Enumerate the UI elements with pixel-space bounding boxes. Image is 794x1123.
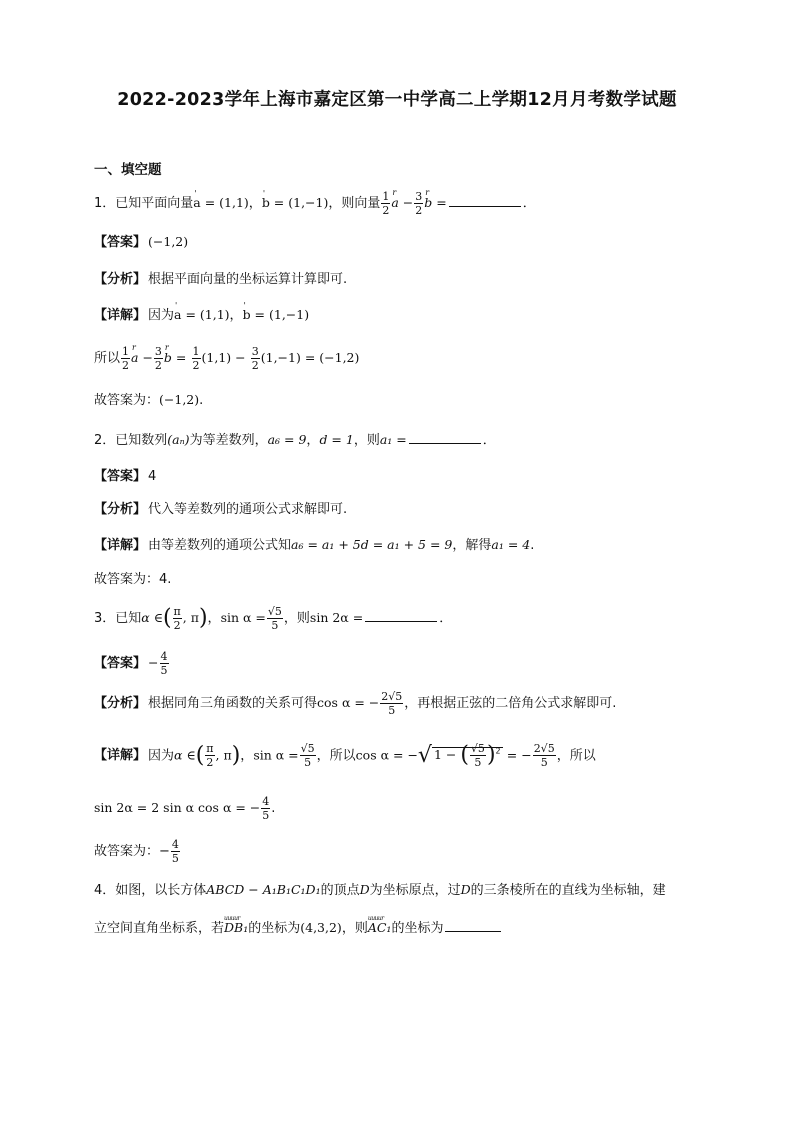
- q1-final: 故答案为：(−1,2).: [94, 392, 204, 408]
- q3-final: 故答案为：− $\frac{4}{5}$: [94, 838, 179, 865]
- question-4-line1: 4．如图，以长方体ABCD − A₁B₁C₁D₁的顶点D为坐标原点，过D的三条棱所在的直线为坐标轴，建: [94, 882, 666, 898]
- analysis-label: 【分析】: [94, 272, 147, 287]
- vector-db1: uuuur DB₁: [224, 918, 248, 938]
- q1-prefix: 1．已知平面向量: [94, 196, 194, 211]
- q1-analysis: 【分析】 根据平面向量的坐标运算计算即可.: [94, 272, 348, 287]
- fraction-three-half: $\frac{3}{2}$: [415, 190, 423, 217]
- q2-answer: 【答案】 4: [94, 469, 157, 484]
- page-title: 2022-2023学年上海市嘉定区第一中学高二上学期12月月考数学试题: [117, 90, 677, 110]
- q3-detail: 【详解】 因为α ∈( $\frac{\pi}{2}$ , π)，sin α = $\frac{√5}{5}$ ，所以cos α = −√ 1 − ( $\frac{√5}{5}$ )$^2$ = − $\frac{2√5}{5}$ ，所以: [94, 742, 596, 770]
- q3-analysis: 【分析】 根据同角三角函数的关系可得cos α = − $\frac{2√5}{5}$ ，再根据正弦的二倍角公式求解即可.: [94, 690, 617, 717]
- fraction-half: $\frac{1}{2}$: [382, 190, 390, 217]
- answer-blank: [409, 431, 481, 444]
- q1-expr-b: r b =: [424, 193, 446, 213]
- section-heading: 一、填空题: [94, 162, 162, 178]
- q1-vector-a: ' a = (1,1): [193, 193, 249, 213]
- q1-ask: ，则向量: [328, 196, 381, 211]
- q1-answer: [94, 232, 188, 253]
- q1-detail: 【详解】 因为' a = (1,1)，' b = (1,−1): [94, 305, 309, 326]
- q1-vector-b: ' b = (1,−1): [262, 193, 329, 213]
- answer-blank: [449, 194, 521, 207]
- q3-answer: 【答案】 − $\frac{4}{5}$: [94, 650, 168, 677]
- question-1: 1．已知平面向量' a = (1,1)，' b = (1,−1)，则向量 $\frac{1}{2}$ r a − $\frac{3}{2}$ r b = ．: [94, 190, 536, 217]
- answer-blank: [445, 919, 501, 932]
- vector-ac1: uuuur AC₁: [368, 918, 392, 938]
- answer-label: 【答案】: [94, 235, 147, 250]
- q1-calculation: 所以 $\frac{1}{2}$ r a − $\frac{3}{2}$ r b = $\frac{1}{2}$ (1,1) − $\frac{3}{2}$ (1,−1) = (−1,2): [94, 345, 359, 372]
- question-2: 2．已知数列(aₙ)为等差数列，a₆ = 9，d = 1，则a₁ = ．: [94, 432, 496, 448]
- q1-answer-value: (−1,2): [148, 234, 189, 249]
- question-3: 3．已知α ∈( $\frac{\pi}{2}$ , π)，sin α = $\frac{√5}{5}$ ，则sin 2α = ．: [94, 605, 453, 632]
- answer-blank: [365, 609, 437, 622]
- q2-analysis: 【分析】 代入等差数列的通项公式求解即可.: [94, 502, 348, 517]
- q1-expr-a: r a −: [391, 193, 413, 213]
- q3-detail-line2: sin 2α = 2 sin α cos α = − $\frac{4}{5}$ .: [94, 795, 276, 822]
- q1-sep: ，: [248, 196, 262, 211]
- detail-label: 【详解】: [94, 308, 147, 323]
- question-4-line2: 立空间直角坐标系，若uuuur DB₁的坐标为(4,3,2)，则uuuur AC₁的坐标为: [94, 918, 501, 939]
- q2-final: 故答案为：4.: [94, 572, 172, 587]
- q2-detail: 【详解】 由等差数列的通项公式知a₆ = a₁ + 5d = a₁ + 5 = 9，解得a₁ = 4.: [94, 537, 535, 553]
